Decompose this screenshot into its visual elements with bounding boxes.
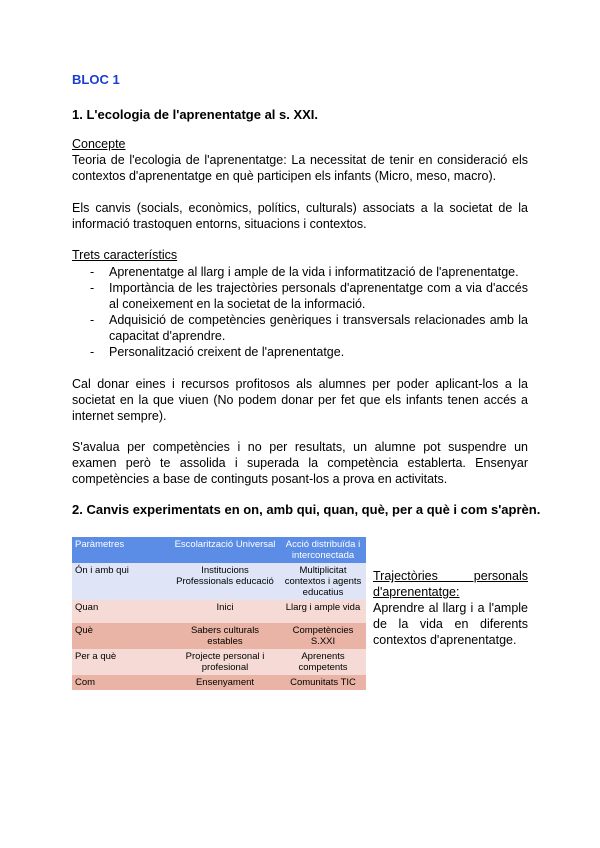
header-cell: Escolarització Universal — [170, 537, 280, 563]
text-line: Cal donar eines i recursos profitosos als alumnes per poder aplicant-los a la — [72, 377, 528, 391]
text-line: informació trastoquen entorns, situacions i contextos. — [72, 217, 367, 231]
table-cell: Llarg i ample vida — [280, 600, 366, 623]
table-cell: Quan — [72, 600, 170, 623]
table-cell: Inici — [170, 600, 280, 623]
eines-paragraph — [72, 376, 528, 424]
table-row — [72, 649, 366, 675]
table-cell: Multiplicitat contextos i agents educatius — [280, 563, 366, 600]
list-item: - Importància de les trajectòries personals d'aprenentatge com a via d'accés al coneixement en la societat de la informació. — [90, 280, 528, 312]
table-cell: Comunitats TIC — [280, 675, 366, 690]
header-cell: Paràmetres — [72, 537, 170, 563]
side-note-text: Aprendre al llarg i a l'ample de la vida en diferents contextos d'aprenentatge. — [373, 601, 528, 647]
table-cell: Què — [72, 623, 170, 649]
table-cell: Sabers culturals estables — [170, 623, 280, 649]
header-cell: Acció distribuïda i interconectada — [280, 537, 366, 563]
text-line: societat en la que viuen (No podem donar per fet que els infants tenen accés a — [72, 393, 528, 407]
list-item: - Aprenentatge al llarg i ample de la vida i informatització de l'aprenentatge. — [90, 264, 528, 280]
side-note — [373, 568, 528, 648]
section1-title: 1. L'ecologia de l'aprenentatge al s. XXI. — [72, 107, 319, 122]
table-cell: Per a què — [72, 649, 170, 675]
canvis-paragraph — [72, 200, 528, 232]
table-cell: Com — [72, 675, 170, 690]
table-row — [72, 563, 366, 600]
side-note-heading: Trajectòries personals d'aprenentatge: — [373, 569, 528, 599]
table-cell: Aprenents competents — [280, 649, 366, 675]
text-line: competències a base de continguts posant-los a prova en activitats. — [72, 472, 448, 486]
text-line: internet sempre). — [72, 409, 167, 423]
table-row — [72, 600, 366, 623]
table-row — [72, 623, 366, 649]
trets-heading: Trets característics — [72, 248, 178, 262]
text-line: Els canvis (socials, econòmics, polítics, culturals) associats a la societat de la — [72, 201, 528, 215]
bloc-label: BLOC 1 — [72, 72, 120, 87]
concepte-paragraph — [72, 152, 528, 184]
text-line: contextos d'aprenentatge en què participen els infants (Micro, meso, macro). — [72, 169, 497, 183]
list-item: - Personalització creixent de l'aprenentatge. — [90, 344, 528, 360]
parameters-table — [72, 537, 366, 690]
table-cell: Competències S.XXI — [280, 623, 366, 649]
table-cell: Projecte personal i profesional — [170, 649, 280, 675]
table-header-row — [72, 537, 366, 563]
table-row — [72, 675, 366, 690]
trets-list — [90, 264, 528, 360]
table-cell: Ón i amb qui — [72, 563, 170, 600]
list-item: - Adquisició de competències genèriques i transversals relacionades amb la capacitat d'aprendre. — [90, 312, 528, 344]
text-line: S'avalua per competències i no per resultats, un alumne pot suspendre un — [72, 440, 528, 454]
text-line: examen però te assolida i superada la competència establerta. Ensenyar — [72, 456, 528, 470]
text-line: Teoria de l'ecologia de l'aprenentatge: La necessitat de tenir en consideració els — [72, 153, 528, 167]
section2-title: 2. Canvis experimentats en on, amb qui, quan, què, per a què i com s'aprèn. — [72, 502, 541, 517]
table-cell: Ensenyament — [170, 675, 280, 690]
table-cell: Institucions Professionals educació — [170, 563, 280, 600]
avalua-paragraph — [72, 439, 528, 487]
concepte-heading: Concepte — [72, 137, 126, 151]
